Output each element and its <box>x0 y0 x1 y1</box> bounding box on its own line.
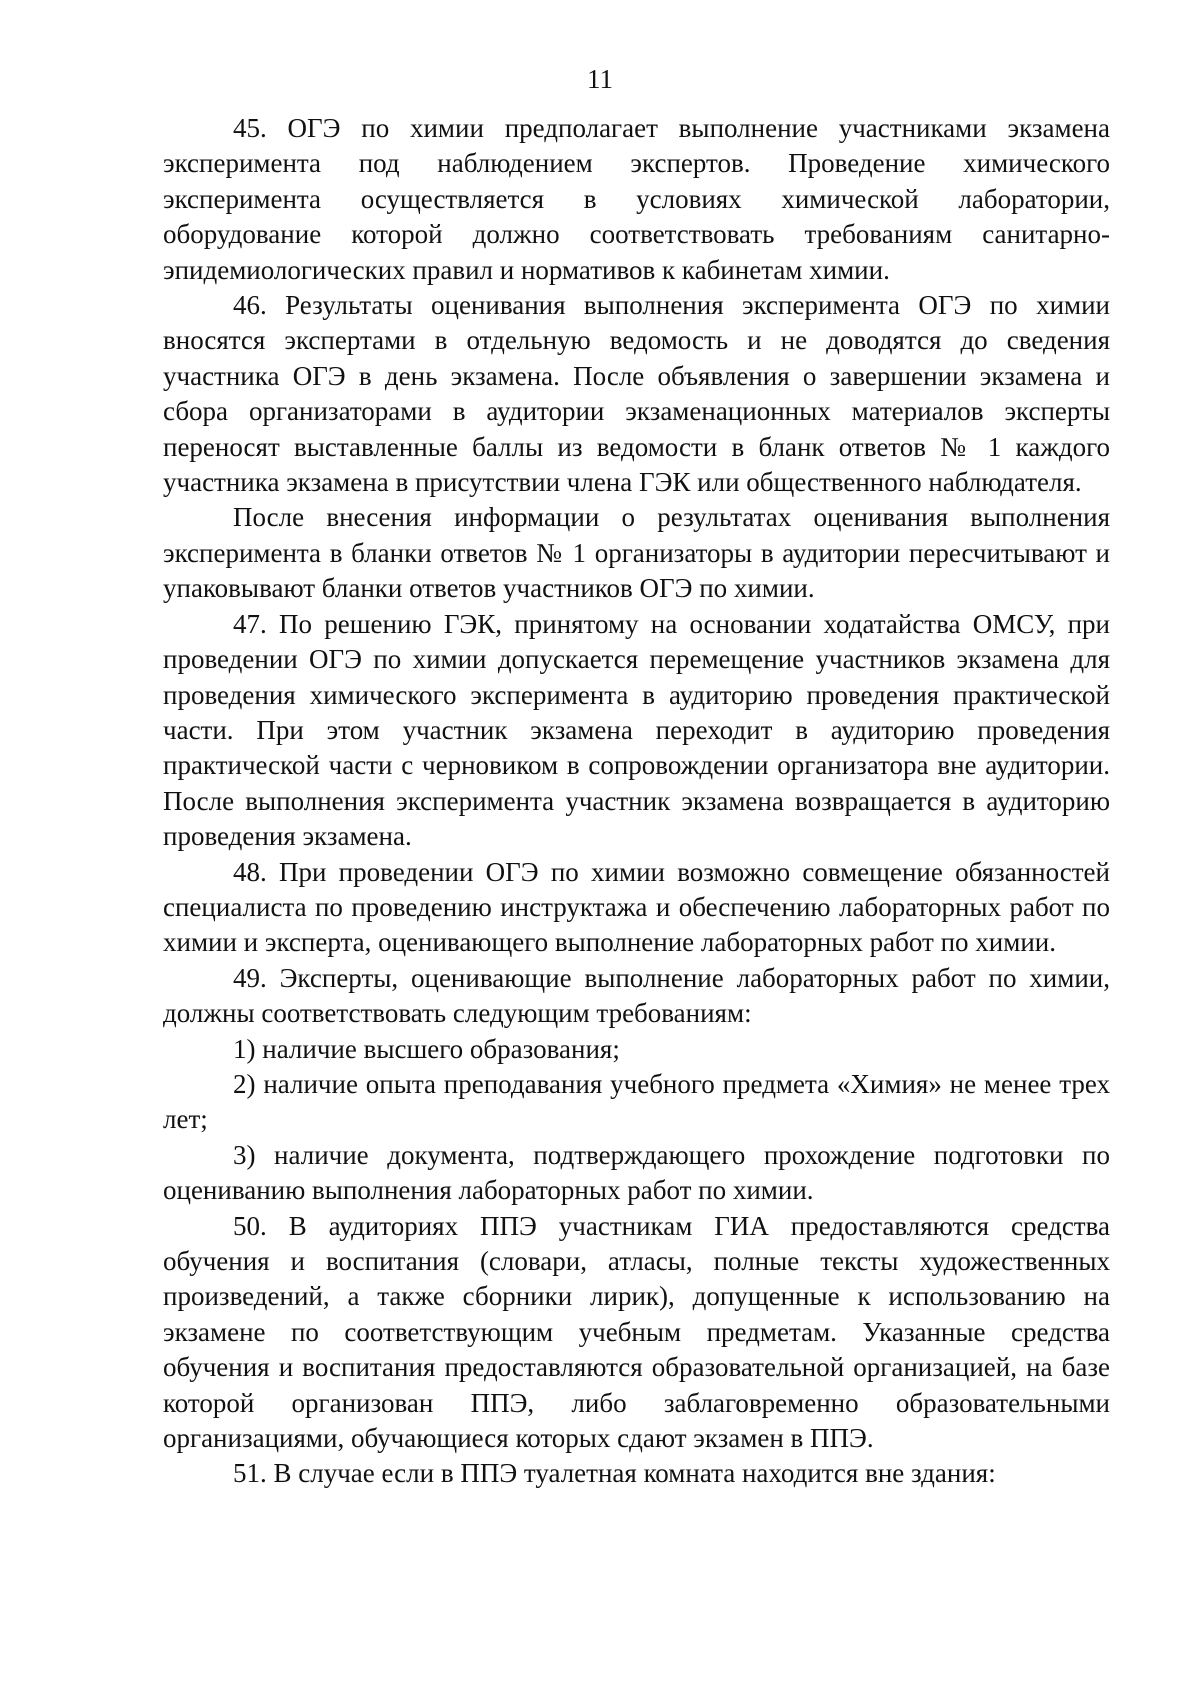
paragraph-45: 45. ОГЭ по химии предполагает выполнение участниками экзамена эксперимента под наблюдением экспертов. Проведение химического эксперимента осуществляется в условиях химической лаборатории, оборудование которой должно соответствовать требованиям санитарно-эпидемиологических правил и нормативов к кабинетам химии. <box>163 113 1110 285</box>
document-body <box>163 111 1110 1492</box>
paragraph-51: 51. В случае если в ППЭ туалетная комната находится вне здания: <box>233 1458 996 1489</box>
paragraph-49: 49. Эксперты, оценивающие выполнение лабораторных работ по химии, должны соответствовать следующим требованиям: <box>163 962 1110 1029</box>
list-item-1: 1) наличие высшего образования; <box>233 1033 620 1064</box>
page-number: 11 <box>587 64 613 94</box>
list-item-3: 3) наличие документа, подтверждающего прохождение подготовки по оцениванию выполнения лабораторных работ по химии. <box>163 1139 1110 1206</box>
paragraph-50: 50. В аудиториях ППЭ участникам ГИА предоставляются средства обучения и воспитания (словари, атласы, полные тексты художественных произведений, а также сборники лирик), допущенные к использованию на экзамене по соответствующим учебным предметам. Указанные средства обучения и воспитания предоставляются образовательной организацией, на базе которой организован ППЭ, либо заблаговременно образовательными организациями, обучающиеся которых сдают экзамен в ППЭ. <box>163 1210 1110 1454</box>
paragraph-48: 48. При проведении ОГЭ по химии возможно совмещение обязанностей специалиста по проведению инструктажа и обеспечению лабораторных работ по химии и эксперта, оценивающего выполнение лабораторных работ по химии. <box>163 856 1110 958</box>
list-item-2: 2) наличие опыта преподавания учебного предмета «Химия» не менее трех лет; <box>163 1068 1110 1135</box>
paragraph-46: 46. Результаты оценивания выполнения эксперимента ОГЭ по химии вносятся экспертами в отдельную ведомость и не доводятся до сведения участника ОГЭ в день экзамена. После объявления о завершении экзамена и сбора организаторами в аудитории экзаменационных материалов эксперты переносят выставленные баллы из ведомости в бланк ответов № 1 каждого участника экзамена в присутствии члена ГЭК или общественного наблюдателя. <box>163 290 1110 498</box>
paragraph-47: 47. По решению ГЭК, принятому на основании ходатайства ОМСУ, при проведении ОГЭ по химии допускается перемещение участников экзамена для проведения химического эксперимента в аудиторию проведения практической части. При этом участник экзамена переходит в аудиторию проведения практической части с черновиком в сопровождении организатора вне аудитории. После выполнения эксперимента участник экзамена возвращается в аудиторию проведения экзамена. <box>163 608 1110 852</box>
paragraph-46-continuation: После внесения информации о результатах оценивания выполнения эксперимента в бланки ответов № 1 организаторы в аудитории пересчитывают и упаковывают бланки ответов участников ОГЭ по химии. <box>163 502 1110 604</box>
